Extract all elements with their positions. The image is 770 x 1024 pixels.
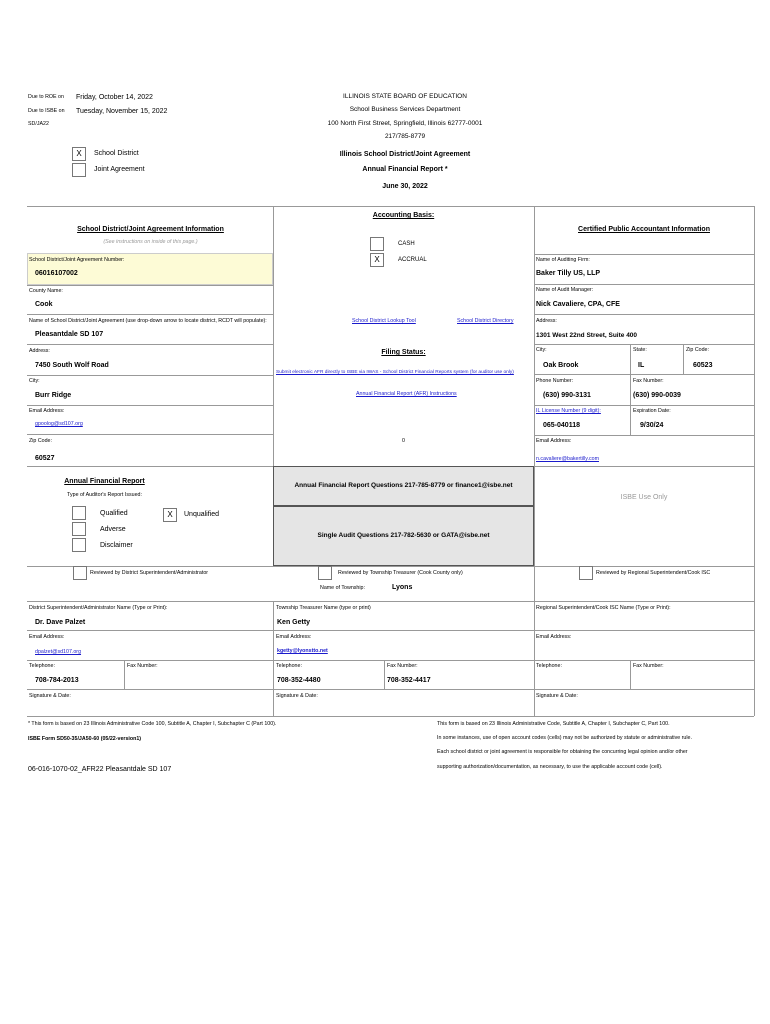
- auditing-firm-value[interactable]: Baker Tilly US, LLP: [536, 270, 601, 277]
- cpa-email-label: Email Address:: [536, 438, 572, 444]
- regional-phone-label: Telephone:: [536, 663, 562, 669]
- regional-email-label: Email Address:: [536, 634, 572, 640]
- district-directory-link[interactable]: School District Directory: [457, 318, 514, 324]
- footer-note-right-1: This form is based on 23 Illinois Administrative Code, Subtitle A, Chapter I, Subchapter C, Part 100.: [437, 721, 670, 727]
- treasurer-review-label: Reviewed by Township Treasurer (Cook County only): [338, 570, 463, 576]
- supt-email-link[interactable]: dpalzet@sd107.org: [35, 649, 82, 655]
- file-name: 06-016-1070-02_AFR22 Pleasantdale SD 107: [28, 766, 172, 773]
- county-value[interactable]: Cook: [35, 301, 53, 308]
- district-lookup-link[interactable]: School District Lookup Tool: [352, 318, 416, 324]
- district-address-label: Address:: [29, 348, 50, 354]
- adverse-label: Adverse: [100, 526, 126, 533]
- regional-review-checkbox[interactable]: [579, 566, 593, 580]
- agency-address: 100 North First Street, Springfield, Illinois 62777-0001: [327, 120, 483, 127]
- treasurer-name-label: Township Treasurer Name (type or print): [276, 605, 371, 611]
- district-section-title: School District/Joint Agreement Information: [77, 226, 224, 233]
- district-name-label: Name of School District/Joint Agreement (use drop-down arrow to locate district, RCDT will populate):: [29, 318, 267, 324]
- treasurer-review-checkbox[interactable]: [318, 566, 332, 580]
- cpa-zip-label: Zip Code:: [686, 347, 709, 353]
- cpa-phone-label: Phone Number:: [536, 378, 574, 384]
- regional-fax-label: Fax Number:: [633, 663, 664, 669]
- due-roe-label: Due to ROE on: [28, 94, 64, 100]
- district-address-value[interactable]: 7450 South Wolf Road: [35, 362, 109, 369]
- district-name-value[interactable]: Pleasantdale SD 107: [35, 331, 104, 338]
- form-id: ISBE Form SD50-35/JA50-60 (05/22-version1): [28, 736, 142, 742]
- cpa-phone-value[interactable]: (630) 990-3131: [543, 392, 591, 399]
- treasurer-phone-label: Telephone:: [276, 663, 302, 669]
- unqualified-checkbox[interactable]: X: [163, 508, 177, 522]
- cpa-fax-value[interactable]: (630) 990-0039: [633, 392, 681, 399]
- cpa-fax-label: Fax Number:: [633, 378, 664, 384]
- cpa-section-title: Certified Public Accountant Information: [578, 226, 710, 233]
- agency-phone: 217/785-8779: [384, 133, 426, 140]
- supt-name-label: District Superintendent/Administrator Name (Type or Print):: [29, 605, 168, 611]
- joint-agreement-checkbox[interactable]: [72, 163, 86, 177]
- submit-afr-link[interactable]: Submit electronic AFR directly to ISBE via IWAS - School District Financial Reports system (for auditor use only): [276, 370, 514, 375]
- supt-phone-value[interactable]: 708-784-2013: [35, 677, 79, 684]
- adverse-checkbox[interactable]: [72, 522, 86, 536]
- page-subtitle: Annual Financial Report *: [362, 166, 448, 173]
- auditing-firm-label: Name of Auditing Firm:: [536, 257, 590, 263]
- school-district-label: School District: [94, 150, 139, 157]
- isbe-use-label: ISBE Use Only: [620, 494, 668, 501]
- audit-manager-label: Name of Audit Manager:: [536, 287, 594, 293]
- treasurer-email-label: Email Address:: [276, 634, 312, 640]
- agency-name: ILLINOIS STATE BOARD OF EDUCATION: [343, 93, 467, 100]
- footer-note-left: * This form is based on 23 Illinois Administrative Code 100, Subtitle A, Chapter I, Subchapter C (Part 100).: [28, 721, 277, 727]
- cpa-email-link[interactable]: n.cavaliere@bakertilly.com: [536, 456, 599, 462]
- county-label: County Name:: [29, 288, 63, 294]
- treasurer-phone-value[interactable]: 708-352-4480: [277, 677, 321, 684]
- district-instructions: (See instructions on inside of this page.): [103, 239, 198, 245]
- cash-checkbox[interactable]: [370, 237, 384, 251]
- supt-phone-label: Telephone:: [29, 663, 55, 669]
- afr-title: Annual Financial Report: [64, 478, 145, 485]
- township-label: Name of Township:: [320, 585, 365, 591]
- district-city-label: City:: [29, 378, 40, 384]
- regional-review-label: Reviewed by Regional Superintendent/Cook ISC: [596, 570, 711, 576]
- district-number-label: School District/Joint Agreement Number:: [29, 257, 125, 263]
- department-name: School Business Services Department: [349, 106, 461, 113]
- due-isbe-value: Tuesday, November 15, 2022: [76, 108, 168, 115]
- footer-note-right-2: In some instances, use of open account codes (cells) may not be authorized by statute or administrative rule.: [437, 735, 692, 741]
- cpa-address-label: Address:: [536, 318, 557, 324]
- superintendent-review-label: Reviewed by District Superintendent/Administrator: [90, 570, 209, 576]
- filing-status-title: Filing Status:: [381, 349, 426, 356]
- supt-name-value[interactable]: Dr. Dave Palzet: [35, 619, 86, 626]
- district-city-value[interactable]: Burr Ridge: [35, 392, 72, 399]
- due-roe-value: Friday, October 14, 2022: [76, 94, 153, 101]
- audit-questions-text: Single Audit Questions 217-782-5630 or GATA@isbe.net: [317, 532, 490, 539]
- regional-signature-label: Signature & Date:: [536, 693, 578, 699]
- treasurer-fax-value[interactable]: 708-352-4417: [387, 677, 431, 684]
- qualified-checkbox[interactable]: [72, 506, 86, 520]
- expiration-value[interactable]: 9/30/24: [640, 422, 664, 429]
- cpa-address-value[interactable]: 1301 West 22nd Street, Suite 400: [536, 332, 638, 339]
- joint-agreement-label: Joint Agreement: [94, 166, 145, 173]
- footer-note-right-4: supporting authorization/documentation, as necessary, to use the applicable account code (cell).: [437, 764, 663, 770]
- page-title: Illinois School District/Joint Agreement: [339, 151, 471, 158]
- cpa-city-label: City:: [536, 347, 547, 353]
- cpa-zip-value[interactable]: 60523: [693, 362, 713, 369]
- disclaimer-label: Disclaimer: [100, 542, 133, 549]
- accrual-label: ACCRUAL: [398, 257, 427, 263]
- supt-email-label: Email Address:: [29, 634, 65, 640]
- qualified-label: Qualified: [100, 510, 128, 517]
- regional-name-label: Regional Superintendent/Cook ISC Name (Type or Print):: [536, 605, 671, 611]
- district-number-value: 06016107002: [35, 270, 78, 277]
- audit-manager-value[interactable]: Nick Cavaliere, CPA, CFE: [536, 301, 620, 308]
- footer-note-right-3: Each school district or joint agreement is responsible for obtaining the concurring legal opinion and/or other: [437, 749, 688, 755]
- cpa-city-value[interactable]: Oak Brook: [543, 362, 579, 369]
- disclaimer-checkbox[interactable]: [72, 538, 86, 552]
- counter-value: 0: [402, 438, 405, 444]
- expiration-label: Expiration Date:: [633, 408, 671, 414]
- township-value[interactable]: Lyons: [392, 584, 413, 591]
- due-isbe-label: Due to ISBE on: [28, 108, 65, 114]
- treasurer-name-value[interactable]: Ken Getty: [277, 619, 311, 626]
- district-zip-label: Zip Code:: [29, 438, 52, 444]
- license-number-value[interactable]: 065-040118: [543, 422, 580, 429]
- district-email-label: Email Address:: [29, 408, 65, 414]
- treasurer-signature-label: Signature & Date:: [276, 693, 318, 699]
- form-code: SD/JA22: [28, 121, 49, 127]
- afr-instructions-link[interactable]: Annual Financial Report (AFR) Instructions: [356, 391, 457, 397]
- license-number-link[interactable]: IL License Number (9 digit):: [536, 408, 601, 414]
- district-email-link[interactable]: gpoolog@sd107.org: [35, 421, 83, 427]
- afr-questions-text: Annual Financial Report Questions 217-785-8779 or finance1@isbe.net: [294, 482, 513, 489]
- report-type-label: Type of Auditor's Report Issued:: [67, 492, 142, 498]
- superintendent-review-checkbox[interactable]: [73, 566, 87, 580]
- accrual-checkbox[interactable]: X: [370, 253, 384, 267]
- fiscal-year: June 30, 2022: [382, 183, 428, 190]
- unqualified-label: Unqualified: [184, 511, 220, 518]
- supt-signature-label: Signature & Date:: [29, 693, 71, 699]
- supt-fax-label: Fax Number:: [127, 663, 158, 669]
- school-district-checkbox[interactable]: X: [72, 147, 86, 161]
- accounting-basis-title: Accounting Basis:: [372, 212, 435, 219]
- cpa-state-value[interactable]: IL: [638, 362, 645, 369]
- treasurer-email-link[interactable]: kgetty@lyonstto.net: [277, 648, 328, 654]
- cpa-state-label: State:: [633, 347, 647, 353]
- treasurer-fax-label: Fax Number:: [387, 663, 418, 669]
- district-zip-value[interactable]: 60527: [35, 455, 55, 462]
- cash-label: CASH: [398, 241, 415, 247]
